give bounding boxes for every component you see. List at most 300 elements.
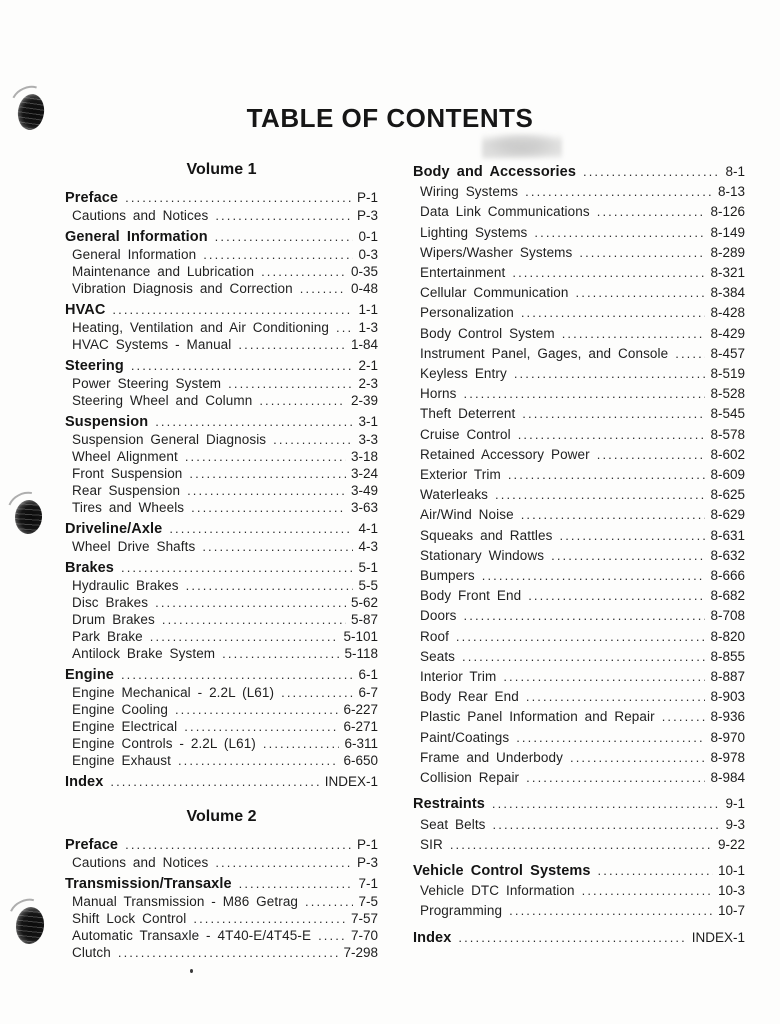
toc-entry-page: 8-545 — [710, 406, 745, 422]
dotted-leader — [169, 520, 353, 537]
toc-item-row — [413, 364, 745, 384]
toc-item-row — [65, 910, 378, 927]
toc-item-row — [413, 202, 745, 222]
toc-item-row — [65, 465, 378, 482]
toc-entry-page: 8-682 — [710, 588, 745, 604]
toc-entry-page: 1-84 — [350, 337, 378, 352]
toc-entry-title: Suspension — [65, 414, 149, 430]
dotted-leader — [526, 687, 706, 707]
toc-item-row — [65, 280, 378, 297]
toc-entry-page: 5-62 — [350, 595, 378, 610]
toc-entry-title: Stationary Windows — [420, 547, 545, 563]
toc-entry-page: 8-609 — [710, 467, 745, 483]
toc-entry-page: 8-936 — [710, 709, 745, 725]
toc-entry-title: Seats — [420, 648, 456, 664]
toc-entry-page: 5-87 — [350, 612, 378, 627]
dotted-leader — [281, 684, 353, 701]
dotted-leader — [215, 207, 352, 224]
toc-entry-title: Steering Wheel and Column — [72, 393, 253, 408]
toc-entry-title: Air/Wind Noise — [420, 507, 514, 523]
toc-entry-page: 9-1 — [725, 796, 745, 812]
toc-item-row — [65, 448, 378, 465]
toc-entry-title: HVAC — [65, 302, 106, 318]
toc-entry-page: 3-1 — [358, 414, 378, 429]
toc-item-row — [65, 645, 378, 662]
toc-section — [65, 836, 378, 871]
toc-entry-page: P-1 — [356, 837, 378, 852]
toc-entry-page: 8-321 — [710, 265, 745, 281]
toc-section — [65, 773, 378, 791]
dotted-leader — [125, 836, 352, 853]
dotted-leader — [493, 815, 721, 835]
toc-entry-title: Vehicle Control Systems — [413, 862, 591, 879]
dotted-leader — [203, 246, 353, 263]
toc-entry-page: 0-48 — [350, 281, 378, 296]
toc-entry-page: 0-35 — [350, 264, 378, 279]
toc-item-row — [413, 835, 745, 855]
toc-entry-page: INDEX-1 — [324, 774, 378, 789]
toc-item-row — [413, 384, 745, 404]
toc-item-row — [413, 606, 745, 626]
toc-item-row — [65, 944, 378, 961]
toc-section — [413, 794, 745, 855]
dotted-leader — [202, 538, 353, 555]
toc-entry-title: Preface — [65, 837, 119, 853]
toc-entry-title: Automatic Transaxle - 4T40-E/4T45-E — [72, 928, 312, 943]
dotted-leader — [534, 223, 705, 243]
toc-entry-page: 3-49 — [350, 483, 378, 498]
toc-entry-page: 8-13 — [717, 184, 745, 200]
toc-entry-title: Disc Brakes — [72, 595, 149, 610]
dotted-leader — [121, 559, 354, 576]
toc-item-row — [65, 577, 378, 594]
toc-item-row — [65, 538, 378, 555]
toc-entry-title: Programming — [420, 903, 503, 919]
toc-entry-title: Wheel Drive Shafts — [72, 539, 196, 554]
toc-entry-page: 8-429 — [710, 325, 745, 341]
toc-entry-page: 6-271 — [343, 719, 378, 734]
toc-section — [65, 357, 378, 409]
toc-entry-page: 8-970 — [710, 729, 745, 745]
toc-section-row — [65, 773, 378, 791]
dotted-leader — [597, 445, 706, 465]
toc-entry-page: 7-298 — [343, 945, 378, 960]
toc-section — [65, 228, 378, 297]
toc-section-row — [65, 357, 378, 375]
toc-entry-page: 0-1 — [358, 229, 378, 244]
toc-section-row — [65, 559, 378, 577]
toc-item-row — [65, 336, 378, 353]
toc-item-row — [413, 324, 745, 344]
toc-item-row — [413, 881, 745, 901]
toc-entry-title: Cautions and Notices — [72, 855, 209, 870]
toc-entry-title: Clutch — [72, 945, 111, 960]
toc-entry-page: 6-650 — [343, 753, 378, 768]
dotted-leader — [522, 404, 705, 424]
toc-item-row — [413, 526, 745, 546]
dotted-leader — [458, 928, 686, 948]
toc-item-row — [65, 684, 378, 701]
toc-entry-page: 8-149 — [710, 224, 745, 240]
toc-item-row — [413, 647, 745, 667]
toc-entry-page: INDEX-1 — [691, 929, 745, 945]
toc-entry-title: Paint/Coatings — [420, 729, 510, 745]
toc-item-row — [65, 752, 378, 769]
toc-item-row — [413, 243, 745, 263]
toc-entry-title: Keyless Entry — [420, 366, 507, 382]
toc-entry-page: 2-3 — [358, 376, 378, 391]
dotted-leader — [184, 718, 338, 735]
toc-entry-page: 8-708 — [710, 608, 745, 624]
toc-item-row — [65, 207, 378, 224]
toc-entry-title: Shift Lock Control — [72, 911, 187, 926]
toc-entry-title: Retained Accessory Power — [420, 446, 590, 462]
toc-entry-title: Doors — [420, 608, 457, 624]
toc-entry-page: 8-602 — [710, 446, 745, 462]
dotted-leader — [503, 667, 705, 687]
dotted-leader — [155, 413, 353, 430]
dotted-leader — [191, 499, 346, 516]
toc-entry-title: Engine — [65, 667, 114, 683]
dotted-leader — [598, 861, 713, 881]
toc-entry-title: HVAC Systems - Manual — [72, 337, 232, 352]
dotted-leader — [193, 910, 346, 927]
toc-entry-page: 10-1 — [717, 862, 745, 878]
toc-item-row — [65, 611, 378, 628]
stray-mark — [190, 969, 193, 973]
dotted-leader — [559, 526, 705, 546]
dotted-leader — [112, 301, 353, 318]
toc-item-row — [413, 566, 745, 586]
toc-entry-page: 1-3 — [358, 320, 378, 335]
toc-entry-page: 8-126 — [710, 204, 745, 220]
dotted-leader — [155, 594, 346, 611]
dotted-leader — [178, 752, 339, 769]
toc-item-row — [413, 223, 745, 243]
dotted-leader — [662, 707, 706, 727]
toc-entry-title: Engine Exhaust — [72, 753, 171, 768]
toc-entry-title: Preface — [65, 190, 119, 206]
toc-entry-title: Maintenance and Lubrication — [72, 264, 255, 279]
dotted-leader — [464, 384, 706, 404]
toc-entry-title: Collision Repair — [420, 770, 520, 786]
page-title: TABLE OF CONTENTS — [246, 103, 534, 133]
dotted-leader — [187, 482, 346, 499]
dotted-leader — [464, 606, 706, 626]
toc-section — [65, 666, 378, 769]
toc-section-row — [413, 162, 745, 182]
dotted-leader — [514, 364, 706, 384]
toc-entry-title: Park Brake — [72, 629, 143, 644]
binding-hole-mark — [14, 906, 46, 946]
toc-entry-page: 8-519 — [710, 366, 745, 382]
toc-section — [65, 520, 378, 555]
toc-entry-page: 6-311 — [344, 736, 378, 751]
toc-column-right — [413, 162, 745, 948]
toc-section — [65, 413, 378, 516]
toc-entry-title: Suspension General Diagnosis — [72, 432, 267, 447]
toc-entry-title: Steering — [65, 358, 124, 374]
toc-entry-page: 8-632 — [710, 547, 745, 563]
dotted-leader — [318, 927, 346, 944]
toc-entry-page: 3-63 — [350, 500, 378, 515]
toc-item-row — [65, 499, 378, 516]
toc-entry-page: 9-22 — [717, 836, 745, 852]
toc-entry-title: Wiring Systems — [420, 184, 519, 200]
dotted-leader — [495, 485, 705, 505]
toc-entry-title: SIR — [420, 836, 443, 852]
toc-entry-page: 8-984 — [710, 770, 745, 786]
toc-entry-page: 0-3 — [358, 247, 378, 262]
toc-entry-title: Power Steering System — [72, 376, 222, 391]
toc-item-row — [413, 445, 745, 465]
toc-item-row — [65, 628, 378, 645]
dotted-leader — [509, 901, 713, 921]
toc-section-row — [65, 520, 378, 538]
toc-item-row — [413, 546, 745, 566]
toc-section — [65, 559, 378, 662]
toc-item-row — [413, 901, 745, 921]
toc-entry-page: 5-118 — [344, 646, 378, 661]
toc-entry-page: 8-629 — [710, 507, 745, 523]
toc-entry-title: Roof — [420, 628, 449, 644]
toc-entry-title: General Information — [65, 229, 208, 245]
toc-entry-page: 8-631 — [710, 527, 745, 543]
toc-entry-page: 4-3 — [358, 539, 378, 554]
toc-entry-title: Frame and Underbody — [420, 749, 563, 765]
toc-entry-page: 8-528 — [710, 386, 745, 402]
toc-item-row — [65, 319, 378, 336]
toc-entry-title: Squeaks and Rattles — [420, 527, 553, 543]
toc-entry-title: Vehicle DTC Information — [420, 883, 575, 899]
dotted-leader — [259, 392, 346, 409]
dotted-leader — [125, 189, 352, 206]
toc-entry-page: 6-7 — [358, 685, 378, 700]
dotted-leader — [261, 263, 346, 280]
toc-entry-page: 7-70 — [350, 928, 378, 943]
toc-item-row — [413, 728, 745, 748]
toc-item-row — [413, 815, 745, 835]
dotted-leader — [131, 357, 354, 374]
dotted-leader — [521, 505, 706, 525]
dotted-leader — [579, 243, 705, 263]
toc-item-row — [413, 404, 745, 424]
toc-entry-title: Body and Accessories — [413, 164, 576, 180]
dotted-leader — [675, 344, 705, 364]
toc-entry-title: Personalization — [420, 305, 514, 321]
toc-item-row — [65, 482, 378, 499]
dotted-leader — [150, 628, 339, 645]
toc-item-row — [65, 375, 378, 392]
toc-entry-page: 3-24 — [350, 466, 378, 481]
toc-entry-title: Index — [65, 774, 104, 790]
toc-entry-page: P-3 — [356, 855, 378, 870]
dotted-leader — [300, 280, 346, 297]
dotted-leader — [186, 577, 354, 594]
toc-entry-page: 3-18 — [350, 449, 378, 464]
dotted-leader — [525, 182, 713, 202]
dotted-leader — [110, 773, 319, 790]
toc-item-row — [413, 748, 745, 768]
dotted-leader — [215, 854, 352, 871]
toc-entry-page: 8-666 — [710, 568, 745, 584]
toc-item-row — [413, 263, 745, 283]
dotted-leader — [336, 319, 353, 336]
toc-item-row — [65, 854, 378, 871]
toc-entry-page: 9-3 — [725, 816, 745, 832]
dotted-leader — [450, 835, 713, 855]
toc-entry-page: 8-978 — [710, 749, 745, 765]
toc-entry-title: Restraints — [413, 796, 485, 813]
toc-entry-title: Cruise Control — [420, 426, 511, 442]
toc-entry-page: 8-820 — [710, 628, 745, 644]
toc-item-row — [65, 246, 378, 263]
dotted-leader — [526, 768, 705, 788]
binding-hole-mark — [14, 499, 43, 535]
toc-entry-page: 3-3 — [358, 432, 378, 447]
toc-entry-title: Cellular Communication — [420, 285, 569, 301]
toc-entry-page: 6-1 — [358, 667, 378, 682]
toc-entry-page: 5-5 — [358, 578, 378, 593]
toc-entry-page: 8-887 — [710, 669, 745, 685]
toc-item-row — [413, 627, 745, 647]
dotted-leader — [551, 546, 705, 566]
toc-entry-title: Driveline/Axle — [65, 521, 163, 537]
toc-section — [65, 301, 378, 353]
dotted-leader — [562, 324, 706, 344]
ink-smudge — [482, 133, 562, 159]
toc-entry-page: 8-428 — [710, 305, 745, 321]
toc-entry-page: P-3 — [356, 208, 378, 223]
toc-item-row — [413, 303, 745, 323]
toc-entry-page: 8-855 — [710, 648, 745, 664]
toc-entry-title: Entertainment — [420, 265, 506, 281]
dotted-leader — [528, 586, 705, 606]
toc-entry-title: Body Front End — [420, 588, 522, 604]
toc-item-row — [65, 718, 378, 735]
dotted-leader — [456, 627, 706, 647]
toc-section-row — [65, 189, 378, 207]
toc-item-row — [413, 182, 745, 202]
toc-item-row — [65, 701, 378, 718]
toc-entry-title: Heating, Ventilation and Air Conditioning — [72, 320, 330, 335]
toc-entry-title: Plastic Panel Information and Repair — [420, 709, 655, 725]
toc-entry-page: P-1 — [356, 190, 378, 205]
toc-entry-title: Engine Electrical — [72, 719, 178, 734]
toc-item-row — [413, 465, 745, 485]
toc-entry-title: Engine Mechanical - 2.2L (L61) — [72, 685, 275, 700]
toc-entry-page: 8-384 — [710, 285, 745, 301]
toc-section-row — [413, 861, 745, 881]
toc-section — [413, 162, 745, 788]
toc-item-row — [413, 687, 745, 707]
toc-section-row — [413, 794, 745, 814]
toc-entry-page: 10-3 — [717, 883, 745, 899]
toc-entry-title: Manual Transmission - M86 Getrag — [72, 894, 299, 909]
dotted-leader — [118, 944, 339, 961]
toc-entry-page: 7-5 — [358, 894, 378, 909]
toc-item-row — [65, 263, 378, 280]
toc-entry-page: 7-57 — [350, 911, 378, 926]
toc-section-row — [65, 875, 378, 893]
toc-entry-page: 4-1 — [358, 521, 378, 536]
toc-entry-title: Exterior Trim — [420, 467, 501, 483]
toc-entry-page: 8-903 — [710, 689, 745, 705]
dotted-leader — [228, 375, 353, 392]
toc-item-row — [413, 586, 745, 606]
dotted-leader — [162, 611, 346, 628]
toc-entry-page: 8-289 — [710, 244, 745, 260]
dotted-leader — [222, 645, 339, 662]
toc-item-row — [413, 425, 745, 445]
toc-entry-title: Horns — [420, 386, 457, 402]
toc-entry-title: Bumpers — [420, 568, 475, 584]
dotted-leader — [521, 303, 706, 323]
dotted-leader — [512, 263, 705, 283]
toc-entry-page: 1-1 — [358, 302, 378, 317]
toc-item-row — [413, 505, 745, 525]
toc-entry-title: Engine Cooling — [72, 702, 168, 717]
toc-entry-title: Lighting Systems — [420, 224, 528, 240]
dotted-leader — [121, 666, 354, 683]
toc-item-row — [65, 431, 378, 448]
toc-section — [65, 189, 378, 224]
toc-entry-title: Interior Trim — [420, 669, 497, 685]
toc-item-row — [413, 707, 745, 727]
dotted-leader — [462, 647, 705, 667]
toc-item-row — [65, 927, 378, 944]
toc-entry-title: General Information — [72, 247, 197, 262]
dotted-leader — [516, 728, 705, 748]
toc-entry-title: Instrument Panel, Gages, and Console — [420, 345, 669, 361]
toc-entry-title: Seat Belts — [420, 816, 486, 832]
dotted-leader — [215, 228, 354, 245]
toc-section-row — [65, 228, 378, 246]
dotted-leader — [570, 748, 705, 768]
dotted-leader — [583, 162, 720, 182]
dotted-leader — [582, 881, 713, 901]
toc-entry-title: Body Control System — [420, 325, 555, 341]
dotted-leader — [597, 202, 706, 222]
toc-entry-page: 2-1 — [358, 358, 378, 373]
toc-item-row — [413, 283, 745, 303]
toc-entry-title: Vibration Diagnosis and Correction — [72, 281, 293, 296]
toc-section-row — [65, 301, 378, 319]
toc-section-row — [65, 836, 378, 854]
toc-entry-page: 6-227 — [343, 702, 378, 717]
toc-entry-title: Data Link Communications — [420, 204, 590, 220]
toc-entry-title: Antilock Brake System — [72, 646, 216, 661]
toc-entry-page: 7-1 — [358, 876, 378, 891]
toc-entry-title: Drum Brakes — [72, 612, 155, 627]
dotted-leader — [273, 431, 353, 448]
toc-item-row — [65, 893, 378, 910]
dotted-leader — [263, 735, 340, 752]
toc-entry-title: Theft Deterrent — [420, 406, 516, 422]
toc-entry-title: Front Suspension — [72, 466, 183, 481]
toc-entry-page: 8-1 — [725, 164, 745, 179]
volume-heading: Volume 2 — [186, 808, 257, 825]
toc-entry-title: Rear Suspension — [72, 483, 181, 498]
dotted-leader — [576, 283, 706, 303]
toc-section — [413, 928, 745, 948]
toc-entry-title: Wheel Alignment — [72, 449, 178, 464]
dotted-leader — [185, 448, 346, 465]
toc-entry-title: Brakes — [65, 560, 114, 576]
dotted-leader — [189, 465, 346, 482]
toc-entry-title: Body Rear End — [420, 689, 519, 705]
toc-item-row — [65, 594, 378, 611]
